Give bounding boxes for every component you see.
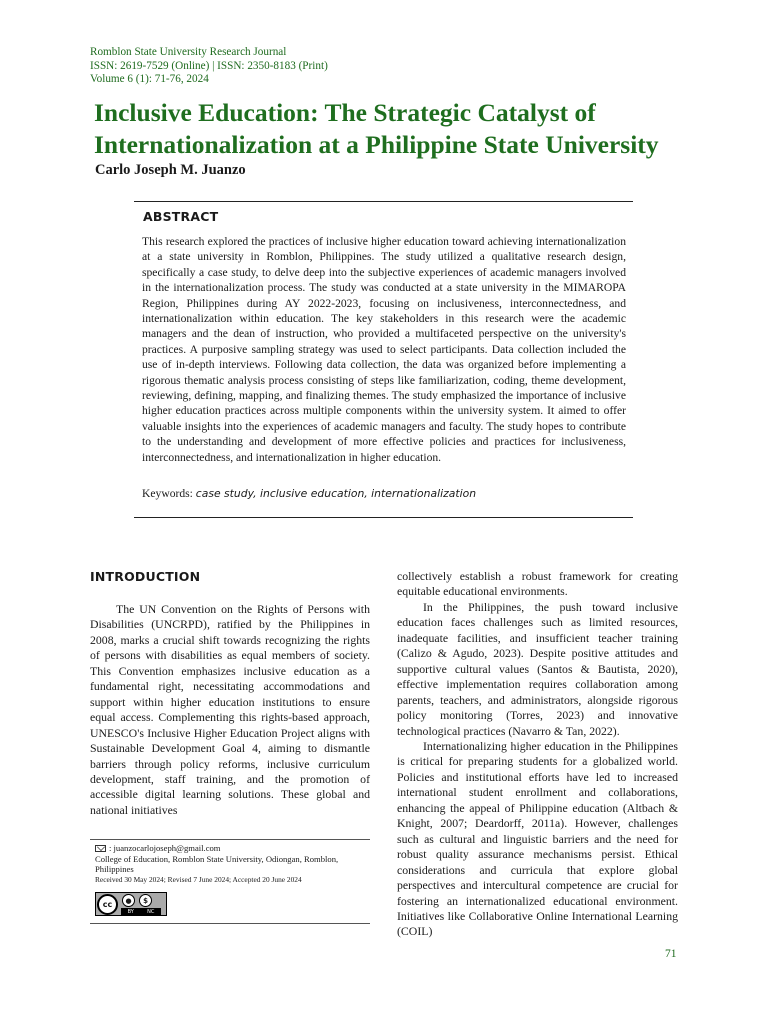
intro-paragraph-1-continued: collectively establish a robust framework for creating equitable educational environments. <box>397 569 678 599</box>
intro-paragraph-2: In the Philippines, the push toward inclusive education faces challenges such as limited resources, inadequate facilities, and insufficient teacher training (Calizo & Agudo, 2023). Despite positive attitudes and supportive cultural values (Santos & Bautista, 2020), effective implementation requires collaboration among parents, teachers, and administrators, alongside rigorous policy monitoring (Torres, 2023) and innovative technological practices (Navarro & Tan, 2022). <box>397 599 678 738</box>
introduction-heading: INTRODUCTION <box>90 569 201 584</box>
journal-issn: ISSN: 2619-7529 (Online) | ISSN: 2350-8183 (Print) <box>90 59 328 72</box>
left-column <box>90 602 370 818</box>
envelope-icon <box>95 845 106 852</box>
intro-paragraph-3: Internationalizing higher education in the Philippines is critical for preparing students for a globalized world. Policies and institutional efforts have led to increased international student enrollment and collaborations, enhancing the appeal of Philippine education (Altbach & Knight, 2007; Deardorff, 2011a). However, challenges such as cultural and linguistic barriers and the need for robust quality assurance mechanisms persist. Ethical considerations and curricula that explore global perspectives and intercultural competence are crucial for fostering an internationalized educational environment. Initiatives like Collaborative Online International Learning (COIL) <box>397 738 678 939</box>
keywords-line <box>142 487 476 500</box>
right-column <box>397 569 678 940</box>
abstract-text: This research explored the practices of inclusive higher education toward achieving internationalization at a state university in Romblon, Philippines. The study utilized a qualitative research design, specifically a case study, to delve deep into the subjective experiences of academic managers involved in the internationalization process. The study was conducted at a state university in the MIMAROPA Region, Philippines during AY 2022-2023, focusing on inclusiveness, interconnectedness, and internationalization within education. The key stakeholders in this research were the academic managers and the dean of instruction, who provided a multifaceted perspective on the university's practices. A purposive sampling strategy was used to select participants. Data collection included the use of in-depth interviews. Following data collection, the data was organized before implementing a rigorous thematic analysis process consisting of steps like familiarization, coding, theme development, reviewing, defining, mapping, and finalizing themes. The study emphasized the importance of inclusive higher education practices across multiple components within the university system. It aimed to offer valuable insights into the experiences of academic managers and faculty. The study hopes to contribute to the understanding and development of more effective policies and practices for inclusiveness, interconnectedness, and internationalization in higher education. <box>142 235 626 464</box>
cc-badge-right <box>118 893 166 915</box>
footnote-bottom-rule <box>90 923 370 924</box>
page-number: 71 <box>665 948 677 960</box>
footnote-top-rule <box>90 839 370 840</box>
abstract-bottom-rule <box>134 517 633 518</box>
abstract-top-rule <box>134 201 633 202</box>
intro-paragraph-1: The UN Convention on the Rights of Persons with Disabilities (UNCRPD), ratified by the Philippines in 2008, marks a crucial shift towards recognizing the rights of persons with disabilities as equal members of society. This Convention emphasizes inclusive education as a fundamental right, necessitating accommodations and support within higher education institutions to ensure equal access. Complementing this rights-based approach, UNESCO's Inclusive Higher Education Project aligns with Sustainable Development Goal 4, aiming to dismantle barriers through policy reforms, inclusive curriculum development, staff training, and the promotion of accessible digital learning solutions. These global and national initiatives <box>90 602 370 817</box>
author-name: Carlo Joseph M. Juanzo <box>95 162 246 178</box>
email-row <box>95 843 370 854</box>
cc-nc-label: NC <box>147 908 155 915</box>
paper-title: Inclusive Education: The Strategic Catalyst of Internationalization at a Philippine State University <box>94 98 659 159</box>
noncommercial-icon: $ <box>139 894 152 907</box>
keywords-values: case study, inclusive education, internationalization <box>195 487 477 500</box>
abstract-heading: ABSTRACT <box>143 209 219 224</box>
cc-by-label: BY <box>127 908 134 915</box>
cc-labels <box>121 908 161 915</box>
attribution-icon: ● <box>122 894 135 907</box>
creative-commons-badge[interactable] <box>95 892 167 916</box>
cc-icon: cc <box>97 894 118 915</box>
author-affiliation: College of Education, Romblon State University, Odiongan, Romblon, Philippines <box>95 853 339 875</box>
journal-header <box>90 46 328 87</box>
keywords-label: Keywords: <box>142 487 193 500</box>
author-email[interactable]: : juanzocarlojoseph@gmail.com <box>109 843 221 853</box>
footnote <box>95 843 370 885</box>
journal-name: Romblon State University Research Journal <box>90 46 287 58</box>
journal-volume: Volume 6 (1): 71-76, 2024 <box>90 73 209 86</box>
cc-icon-group <box>122 894 152 907</box>
submission-dates: Received 30 May 2024; Revised 7 June 2024; Accepted 20 June 2024 <box>95 874 302 884</box>
